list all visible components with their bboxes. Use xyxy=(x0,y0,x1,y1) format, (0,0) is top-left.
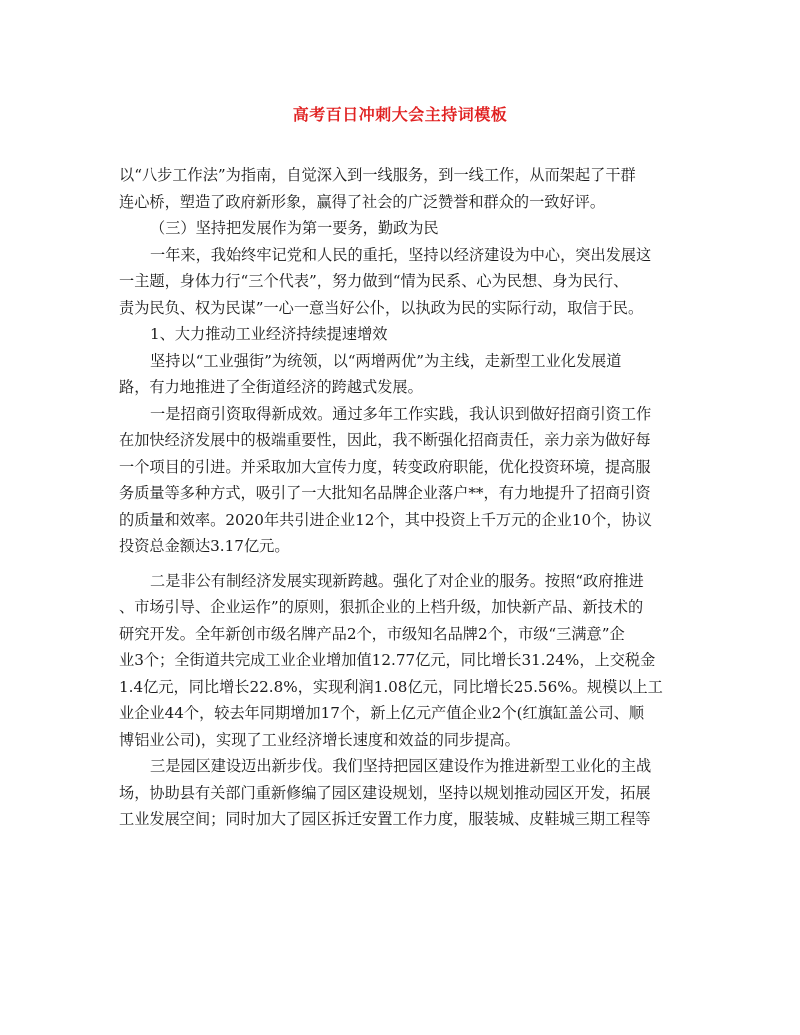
text-line: 、市场引导、企业运作”的原则，狠抓企业的上档升级，加快新产品、新技术的 xyxy=(119,598,644,616)
paragraph-gap xyxy=(119,560,679,568)
text-line: 1.4亿元，同比增长22.8%，实现利润1.08亿元，同比增长25.56%。规模以上工 xyxy=(119,677,663,696)
text-line: 在加快经济发展中的极端重要性，因此，我不断强化招商责任，亲力亲为做好每 xyxy=(119,431,651,449)
text-line: 业3个；全街道共完成工业企业增加值12.77亿元，同比增长31.24%，上交税金 xyxy=(119,651,656,669)
text-line: 的质量和效率。2020年共引进企业12个，其中投资上千万元的企业10个，协议 xyxy=(119,510,652,529)
text-line: 博铝业公司)，实现了工业经济增长速度和效益的同步提高。 xyxy=(119,730,520,749)
text-line: 一个项目的引进。并采取加大宣传力度，转变政府职能，优化投资环境，提高服 xyxy=(119,457,651,476)
text-line: 以“八步工作法”为指南，自觉深入到一线服务，到一线工作，从而架起了干群 xyxy=(119,166,636,184)
text-line: 场，协助县有关部门重新修编了园区建设规划，坚持以规划推动园区开发，拓展 xyxy=(119,783,651,802)
text-line: 工业发展空间；同时加大了园区拆迁安置工作力度，服装城、皮鞋城三期工程等 xyxy=(119,810,651,828)
text-line: 务质量等多种方式，吸引了一大批知名品牌企业落户**，有力地提升了招商引资 xyxy=(119,484,651,502)
text-line: 责为民负、权为民谋”一心一意当好公仆，以执政为民的实际行动，取信于民。 xyxy=(119,298,644,317)
section-heading: （三）坚持把发展作为第一要务，勤政为民 xyxy=(150,219,439,237)
text-line: 路，有力地推进了全街道经济的跨越式发展。 xyxy=(119,378,423,396)
text-line: 业企业44个，较去年同期增加17个，新上亿元产值企业2个(红旗缸盖公司、顺 xyxy=(119,704,645,722)
text-line: 一主题，身体力行“三个代表”，努力做到“情为民系、心为民想、身为民行、 xyxy=(119,272,629,290)
document-body xyxy=(119,162,679,833)
subsection-heading: 1、大力推动工业经济持续提速增效 xyxy=(150,325,388,343)
text-line: 研究开发。全年新创市级名牌产品2个，市级知名品牌2个，市级“三满意”企 xyxy=(119,624,625,643)
text-line: 连心桥，塑造了政府新形象，赢得了社会的广泛赞誉和群众的一致好评。 xyxy=(119,192,605,211)
text-line: 坚持以“工业强街”为统领，以“两增两优”为主线，走新型工业化发展道 xyxy=(150,351,622,370)
text-line: 二是非公有制经济发展实现新跨越。强化了对企业的服务。按照“政府推进 xyxy=(150,571,644,590)
text-line: 三是园区建设迈出新步伐。我们坚持把园区建设作为推进新型工业化的主战 xyxy=(150,757,652,775)
text-line: 投资总金额达3.17亿元。 xyxy=(119,537,290,555)
text-line: 一年来，我始终牢记党和人民的重托，坚持以经济建设为中心，突出发展这 xyxy=(150,245,652,264)
document-title: 高考百日冲刺大会主持词模板 xyxy=(292,105,508,124)
text-line: 一是招商引资取得新成效。通过多年工作实践，我认识到做好招商引资工作 xyxy=(150,404,652,423)
